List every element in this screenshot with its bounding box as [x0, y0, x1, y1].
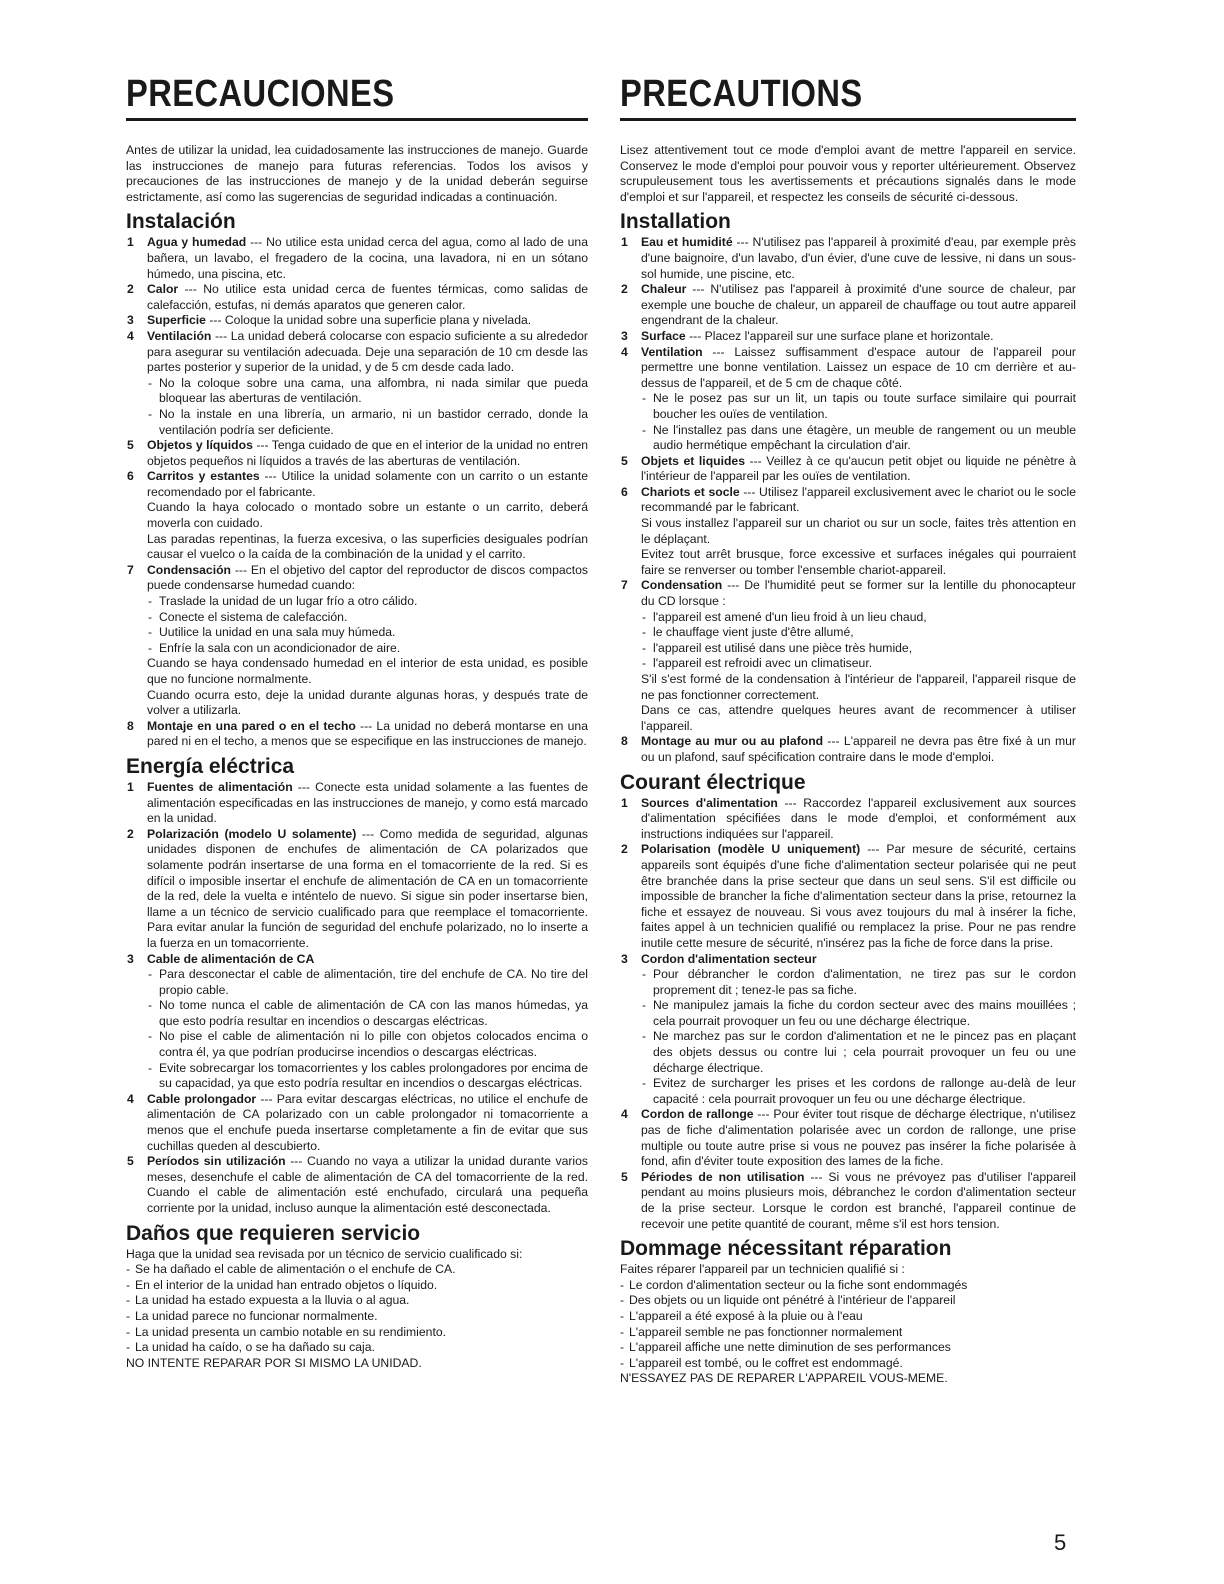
- list-item: [126, 1154, 588, 1216]
- item-term: Chariots et socle: [641, 484, 740, 499]
- item-paragraph: S'il s'est formé de la condensation à l'intérieur de l'appareil, l'appareil risque de ne pas fonctionner correctement.: [641, 672, 1076, 702]
- service-intro: Haga que la unidad sea revisada por un técnico de servicio cualificado si:: [126, 1246, 523, 1261]
- item-term: Ventilación: [147, 328, 212, 343]
- item-text: --- De l'humidité peut se former sur la lentille du phonocapteur du CD lorsque :: [641, 578, 1076, 609]
- item-text: --- Veillez à ce qu'aucun petit objet ou liquide ne pénètre à l'intérieur de l'appareil par les ouïes de ventilation.: [641, 453, 1076, 484]
- item-text: --- Laissez suffisamment d'espace autour de l'appareil pour permettre une bonne ventilation. Laissez un espace de 10 cm derrière et au-dessus de l'appareil, et de 5 cm de chaque côté.: [641, 344, 1076, 390]
- list-item: [620, 282, 1076, 329]
- section-heading-service: Dommage nécessitant réparation: [620, 1237, 952, 1261]
- item-text: --- En el objetivo del captor del reproductor de discos compactos puede condensarse humedad cuando:: [147, 562, 588, 593]
- list-item: [620, 1170, 1076, 1232]
- item-text: --- Placez l'appareil sur une surface plane et horizontale.: [685, 328, 994, 343]
- spanish-column: [126, 72, 588, 1371]
- list-item: [126, 563, 588, 719]
- item-subpoint: - Para desconectar el cable de alimentación, tire del enchufe de CA. No tire del propio cable.: [147, 967, 588, 998]
- item-number: 8: [621, 734, 628, 749]
- page-title: PRECAUTIONS: [620, 73, 863, 115]
- item-number: 3: [621, 951, 628, 966]
- item-paragraph: Cuando ocurra esto, deje la unidad durante algunas horas, y después trate de volver a utilizarla.: [147, 687, 588, 718]
- item-term: Montage au mur ou au plafond: [641, 734, 824, 749]
- item-term: Carritos y estantes: [147, 469, 260, 484]
- item-number: 5: [621, 453, 628, 468]
- item-text: --- Coloque la unidad sobre una superficie plana y nivelada.: [205, 313, 532, 328]
- item-term: Superficie: [147, 313, 206, 328]
- item-text: --- Como medida de seguridad, algunas unidades disponen de enchufes de alimentación de CA polarizados que solamente podrán insertarse de una forma en el tomacorriente de la red. Si es difícil o imposible insertar el enchufe de alimentación de CA en un tomacorriente de la red, dele la vuelta e inténtelo de nuevo. Si sigue sin poder insertarse bien, llame a un técnico de servicio cualificado para que reemplace el tomacorriente. Para evitar anular la función de seguridad del enchufe polarizado, no lo inserte a la fuerza en un tomacorriente.: [147, 826, 588, 950]
- item-subpoint: - Ne manipulez jamais la fiche du cordon secteur avec des mains mouillées ; cela pourrait provoquer un feu ou une décharge électrique.: [641, 998, 1076, 1029]
- item-term: Objetos y líquidos: [147, 438, 253, 453]
- item-term: Cable de alimentación de CA: [147, 951, 315, 966]
- list-item: [126, 313, 588, 329]
- list-item: [126, 438, 588, 469]
- item-text: --- Si vous ne prévoyez pas d'utiliser l'appareil pendant au moins plusieurs mois, débranchez le cordon d'alimentation secteur de la prise secteur. Lorsque le cordon est branché, l'appareil continue de recevoir une petite quantité de courant, même s'il est hors tension.: [641, 1169, 1076, 1231]
- page-number: 5: [1054, 1530, 1067, 1555]
- item-subpoint: - No tome nunca el cable de alimentación de CA con las manos húmedas, ya que esto podría resultar en incendios o descargas eléctricas.: [147, 998, 588, 1029]
- item-number: 4: [127, 328, 134, 343]
- installation-list: [126, 235, 588, 750]
- list-item: [620, 842, 1076, 951]
- service-list-item: - L'appareil semble ne pas fonctionner normalement: [620, 1325, 1076, 1341]
- service-list-item: - Le cordon d'alimentation secteur ou la fiche sont endommagés: [620, 1278, 1076, 1294]
- item-subpoint: - Enfríe la sala con un acondicionador de aire.: [147, 641, 588, 657]
- service-list: [620, 1278, 1076, 1372]
- item-text: --- Par mesure de sécurité, certains appareils sont équipés d'une fiche d'alimentation secteur polarisée qui ne peut être branchée dans la prise secteur que dans un seul sens. S'il est difficile ou impossible de brancher la fiche d'alimentation secteur dans la prise, retournez la fiche et essayez de nouveau. Si vous avez toujours du mal à insérer la fiche, faites appel à un technicien qualifié ou remplacez la prise. Pour ne pas rendre inutile cette mesure de sécurité, n'insérez pas la fiche de force dans la prise.: [641, 842, 1077, 950]
- list-item: [620, 485, 1076, 579]
- service-list-item: - L'appareil a été exposé à la pluie ou à l'eau: [620, 1309, 1076, 1325]
- item-subpoint: - No la instale en una librería, un armario, ni un bastidor cerrado, donde la ventilación podría ser deficiente.: [147, 407, 588, 438]
- item-term: Períodos sin utilización: [147, 1154, 286, 1169]
- item-text: --- Utilisez l'appareil exclusivement avec le chariot ou le socle recommandé par le fabricant.: [641, 484, 1076, 515]
- item-paragraph: Las paradas repentinas, la fuerza excesiva, o las superficies desiguales podrían causar el vuelco o la caída de la combinación de la unidad y el carrito.: [147, 531, 588, 562]
- item-paragraph: Si vous installez l'appareil sur un chariot ou sur un socle, faites très attention en le déplaçant.: [641, 516, 1076, 546]
- item-term: Ventilation: [641, 344, 703, 359]
- intro-paragraph: Antes de utilizar la unidad, lea cuidadosamente las instrucciones de manejo. Guarde las instrucciones de manejo para futuras referencias. Todos los avisos y precauciones de las instrucciones de manejo y de la unidad deberán seguirse estrictamente, así como las sugerencias de seguridad indicadas a continuación.: [126, 143, 588, 204]
- item-paragraph: Cuando se haya condensado humedad en el interior de esta unidad, es posible que no funcione normalmente.: [147, 656, 588, 686]
- item-text: --- Para evitar descargas eléctricas, no utilice el enchufe de alimentación de CA polarizado con un cable prolongador ni tomacorriente a menos que el enchufe pueda insertarse completamente a fin de evitar que sus cuchillas queden al descubierto.: [147, 1091, 588, 1153]
- service-list-item: - La unidad ha caído, o se ha dañado su caja.: [126, 1340, 588, 1356]
- installation-list: [620, 235, 1076, 765]
- item-term: Agua y humedad: [147, 235, 247, 250]
- item-subpoint: - Ne l'installez pas dans une étagère, un meuble de rangement ou un meuble audio hermétique empêchant la circulation d'air.: [641, 423, 1076, 454]
- item-number: 3: [621, 328, 628, 343]
- item-number: 1: [127, 779, 134, 794]
- item-number: 4: [621, 344, 628, 359]
- service-list: [126, 1262, 588, 1356]
- item-text: --- La unidad deberá colocarse con espacio suficiente a su alrededor para asegurar su ventilación adecuada. Deje una separación de 10 cm desde las partes posterior y superior de la unidad, y de 5 cm desde cada lado.: [147, 328, 588, 375]
- list-item: [620, 734, 1076, 765]
- item-number: 7: [621, 578, 628, 593]
- service-list-item: - En el interior de la unidad han entrado objetos o líquido.: [126, 1278, 588, 1294]
- list-item: [126, 1092, 588, 1154]
- list-item: [126, 780, 588, 827]
- item-subpoint: - Ne marchez pas sur le cordon d'alimentation et ne le pincez pas en plaçant des objets dessus ou contre lui ; cela pourrait provoquer un feu ou une décharge électrique.: [641, 1029, 1076, 1076]
- service-list-item: - Se ha dañado el cable de alimentación o el enchufe de CA.: [126, 1262, 588, 1278]
- item-subpoint: - No la coloque sobre una cama, una alfombra, ni nada similar que pueda bloquear las aberturas de ventilación.: [147, 376, 588, 407]
- service-list-item: - La unidad presenta un cambio notable en su rendimiento.: [126, 1325, 588, 1341]
- list-item: [620, 578, 1076, 734]
- service-closing: N'ESSAYEZ PAS DE REPARER L'APPAREIL VOUS-MEME.: [620, 1371, 948, 1386]
- item-text: --- Utilice la unidad solamente con un carrito o un estante recomendado por el fabricante.: [147, 469, 588, 499]
- service-list-item: - La unidad parece no funcionar normalmente.: [126, 1309, 588, 1325]
- service-closing: NO INTENTE REPARAR POR SI MISMO LA UNIDAD.: [126, 1355, 422, 1370]
- item-number: 8: [127, 718, 134, 733]
- item-subpoint: - Conecte el sistema de calefacción.: [147, 610, 588, 626]
- item-term: Objets et liquides: [641, 453, 745, 468]
- item-number: 2: [127, 826, 134, 841]
- title-rule: [126, 118, 588, 121]
- list-item: [620, 1107, 1076, 1169]
- page-title: PRECAUCIONES: [126, 73, 395, 115]
- item-term: Cordon d'alimentation secteur: [641, 951, 817, 966]
- item-term: Polarización (modelo U solamente): [147, 826, 357, 841]
- item-number: 1: [621, 795, 628, 810]
- item-subpoint: - Evitez de surcharger les prises et les cordons de rallonge au-delà de leur capacité : cela pourrait provoquer un feu ou une décharge électrique.: [641, 1076, 1076, 1107]
- item-text: --- L'appareil ne devra pas être fixé à un mur ou un plafond, sauf spécification contraire dans le mode d'emploi.: [641, 734, 1076, 764]
- french-column: [620, 72, 1076, 1387]
- item-subpoint: - l'appareil est amené d'un lieu froid à un lieu chaud,: [641, 610, 1076, 626]
- list-item: [126, 469, 588, 563]
- item-subpoint: - le chauffage vient juste d'être allumé,: [641, 625, 1076, 641]
- item-subpoint: - Traslade la unidad de un lugar frío a otro cálido.: [147, 594, 588, 610]
- item-subpoint: - l'appareil est utilisé dans une pièce très humide,: [641, 641, 1076, 657]
- item-number: 4: [621, 1107, 628, 1122]
- list-item: [620, 329, 1076, 345]
- item-text: --- Conecte esta unidad solamente a las fuentes de alimentación especificadas en las instrucciones de manejo, y como está marcado en la unidad.: [147, 779, 588, 826]
- item-subpoint: - No pise el cable de alimentación ni lo pille con objetos colocados encima o contra él, ya que podrían producirse incendios o descargas eléctricas.: [147, 1029, 588, 1060]
- list-item: [126, 282, 588, 313]
- item-term: Cordon de rallonge: [641, 1107, 754, 1122]
- service-list-item: - L'appareil affiche une nette diminution de ses performances: [620, 1340, 1076, 1356]
- list-item: [620, 235, 1076, 282]
- item-number: 3: [127, 951, 134, 966]
- item-paragraph: Evitez tout arrêt brusque, force excessive et surfaces inégales qui pourraient faire se renverser ou tomber l'ensemble chariot-appareil.: [641, 547, 1076, 577]
- service-intro: Faites réparer l'appareil par un technicien qualifié si :: [620, 1262, 905, 1277]
- power-list: [620, 796, 1076, 1233]
- item-subpoint: - Evite sobrecargar los tomacorrientes y los cables prolongadores por encima de su capacidad, ya que esto podría resultar en incendios o descargas eléctricas.: [147, 1061, 588, 1092]
- item-subpoint: - Ne le posez pas sur un lit, un tapis ou toute surface similaire qui pourrait boucher les ouïes de ventilation.: [641, 391, 1076, 422]
- item-paragraph: Dans ce cas, attendre quelques heures avant de recommencer à utiliser l'appareil.: [641, 703, 1076, 733]
- item-subpoint: - Uutilice la unidad en una sala muy húmeda.: [147, 625, 588, 641]
- list-item: [126, 235, 588, 282]
- list-item: [620, 952, 1076, 1108]
- service-list-item: - L'appareil est tombé, ou le coffret est endommagé.: [620, 1356, 1076, 1372]
- item-number: 7: [127, 562, 134, 577]
- item-text: --- No utilice esta unidad cerca de fuentes térmicas, como salidas de calefacción, estufas, ni demás aparatos que generen calor.: [147, 282, 588, 312]
- item-term: Eau et humidité: [641, 235, 733, 250]
- item-number: 1: [127, 235, 134, 250]
- item-number: 6: [621, 484, 628, 499]
- item-subpoint: - Pour débrancher le cordon d'alimentation, ne tirez pas sur le cordon proprement dit ; tenez-le pas sa fiche.: [641, 967, 1076, 998]
- item-subpoint: - l'appareil est refroidi avec un climatiseur.: [641, 656, 1076, 672]
- item-term: Condensation: [641, 578, 723, 593]
- section-heading-service: Daños que requieren servicio: [126, 1221, 421, 1245]
- item-number: 2: [621, 282, 628, 297]
- item-text: --- Raccordez l'appareil exclusivement aux sources d'alimentation spécifiées dans le mode d'emploi, et conformément aux instructions indiquées sur l'appareil.: [641, 795, 1076, 841]
- section-heading-installation: Instalación: [126, 210, 236, 234]
- item-term: Chaleur: [641, 282, 687, 297]
- item-term: Polarisation (modèle U uniquement): [641, 842, 861, 857]
- item-term: Calor: [147, 282, 179, 297]
- list-item: [126, 719, 588, 750]
- item-number: 5: [621, 1169, 628, 1184]
- item-text: --- No utilice esta unidad cerca del agua, como al lado de una bañera, un lavabo, el fregadero de la cocina, una lavadora, ni en un sótano húmedo, una piscina, etc.: [147, 235, 588, 281]
- item-number: 1: [621, 235, 628, 250]
- item-term: Condensación: [147, 562, 231, 577]
- item-paragraph: Cuando la haya colocado o montado sobre un estante o un carrito, deberá moverla con cuidado.: [147, 500, 588, 531]
- item-number: 5: [127, 438, 134, 453]
- intro-paragraph: Lisez attentivement tout ce mode d'emploi avant de mettre l'appareil en service. Conservez le mode d'emploi pour pouvoir vous y reporter ultérieurement. Observez scrupuleusement tous les avertissements et précautions signalés dans le mode d'emploi et sur l'appareil, et respectez les conseils de sécurité ci-dessous.: [620, 143, 1076, 204]
- item-term: Montaje en una pared o en el techo: [147, 718, 356, 733]
- item-number: 2: [621, 842, 628, 857]
- item-text: --- Pour éviter tout risque de décharge électrique, n'utilisez pas de fiche d'alimentation polarisée avec un cordon de rallonge, une prise multiple ou toute autre prise si vous ne pouvez pas insérer la fiche polarisée à fond, afin d'éviter toute exposition des lames de la fiche.: [641, 1107, 1076, 1169]
- service-list-item: - Des objets ou un liquide ont pénétré à l'intérieur de l'appareil: [620, 1293, 1076, 1309]
- service-list-item: - La unidad ha estado expuesta a la lluvia o al agua.: [126, 1293, 588, 1309]
- section-heading-installation: Installation: [620, 210, 731, 234]
- item-number: 4: [127, 1091, 134, 1106]
- list-item: [620, 345, 1076, 454]
- item-number: 6: [127, 469, 134, 484]
- list-item: [620, 454, 1076, 485]
- section-heading-power: Courant électrique: [620, 770, 806, 794]
- list-item: [126, 952, 588, 1092]
- item-number: 3: [127, 313, 134, 328]
- item-text: --- Tenga cuidado de que en el interior de la unidad no entren objetos pequeños ni líquidos a través de las aberturas de ventilación.: [147, 438, 588, 468]
- list-item: [126, 329, 588, 438]
- item-text: --- N'utilisez pas l'appareil à proximité d'une source de chaleur, par exemple une bouche de chaleur, un appareil de chauffage ou tout autre appareil engendrant de la chaleur.: [641, 282, 1076, 328]
- item-text: --- Cuando no vaya a utilizar la unidad durante varios meses, desenchufe el cable de alimentación de CA del tomacorriente de la red. Cuando el cable de alimentación esté enchufado, circulará una pequeña corriente por la unidad, incluso aunque la alimentación esté desconectada.: [147, 1154, 588, 1215]
- item-text: --- La unidad no deberá montarse en una pared ni en el techo, a menos que se especifique en las instrucciones de manejo.: [147, 718, 588, 749]
- power-list: [126, 780, 588, 1217]
- list-item: [620, 796, 1076, 843]
- list-item: [126, 827, 588, 952]
- item-term: Cable prolongador: [147, 1091, 257, 1106]
- item-number: 5: [127, 1154, 134, 1169]
- item-term: Sources d'alimentation: [641, 795, 778, 810]
- item-text: --- N'utilisez pas l'appareil à proximité d'eau, par exemple près d'une baignoire, d'un lavabo, d'un évier, d'une cuve de lessive, ni dans un sous-sol humide, une piscine, etc.: [641, 235, 1076, 281]
- section-heading-power: Energía eléctrica: [126, 754, 295, 778]
- title-rule: [620, 118, 1076, 121]
- item-number: 2: [127, 282, 134, 297]
- item-term: Surface: [641, 328, 686, 343]
- item-term: Fuentes de alimentación: [147, 779, 293, 794]
- item-term: Périodes de non utilisation: [641, 1169, 805, 1184]
